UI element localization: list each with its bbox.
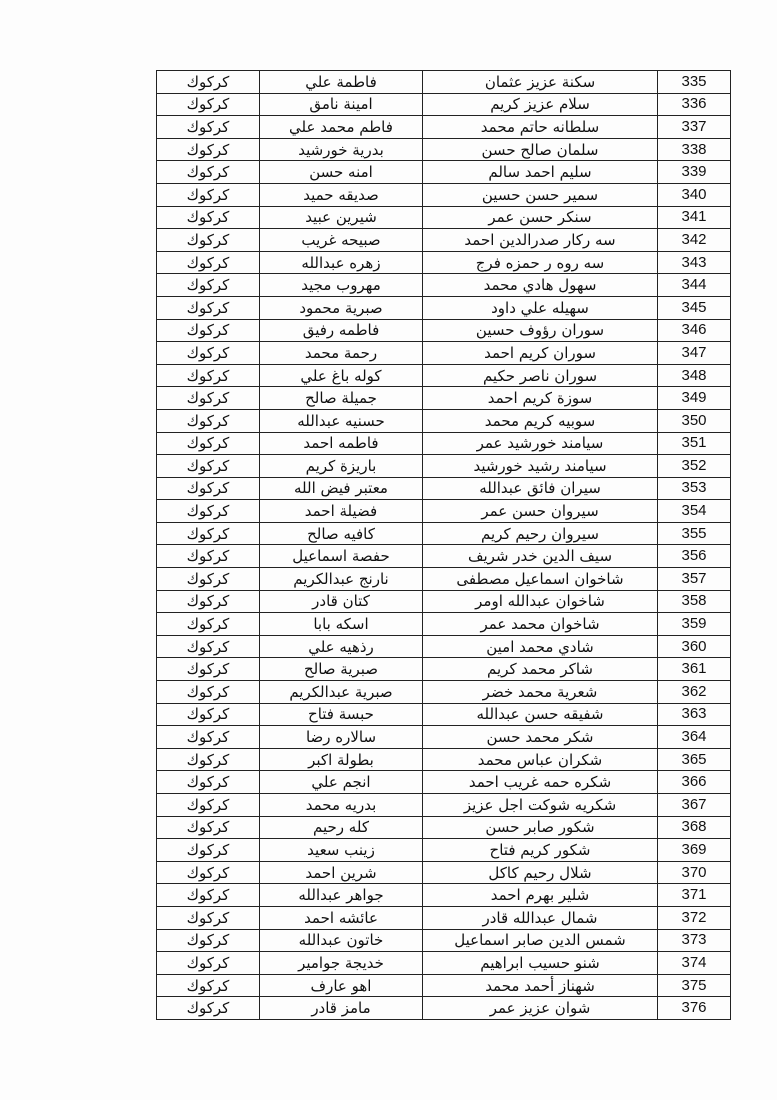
cell-city: كركوك	[157, 364, 260, 387]
cell-mother-name: بدريه محمد	[260, 794, 423, 817]
table-row	[157, 522, 731, 545]
cell-full-name: سهول هادي محمد	[423, 274, 658, 297]
cell-full-name: شكور صابر حسن	[423, 816, 658, 839]
cell-mother-name: رحمة محمد	[260, 342, 423, 365]
cell-city: كركوك	[157, 500, 260, 523]
cell-city: كركوك	[157, 71, 260, 94]
cell-city: كركوك	[157, 116, 260, 139]
cell-full-name: شلال رحيم كاكل	[423, 861, 658, 884]
cell-mother-name: زهره عبدالله	[260, 251, 423, 274]
cell-serial-number: 355	[658, 522, 731, 545]
cell-mother-name: سالاره رضا	[260, 726, 423, 749]
table-row	[157, 635, 731, 658]
table-row	[157, 839, 731, 862]
cell-serial-number: 359	[658, 613, 731, 636]
cell-mother-name: زينب سعيد	[260, 839, 423, 862]
table-row	[157, 116, 731, 139]
cell-mother-name: كتان قادر	[260, 590, 423, 613]
cell-city: كركوك	[157, 997, 260, 1020]
cell-mother-name: فاطمه احمد	[260, 432, 423, 455]
cell-full-name: شمال عبدالله قادر	[423, 906, 658, 929]
cell-mother-name: مامز قادر	[260, 997, 423, 1020]
cell-full-name: سليم احمد سالم	[423, 161, 658, 184]
table-row	[157, 590, 731, 613]
table-row	[157, 364, 731, 387]
cell-mother-name: فاطم محمد علي	[260, 116, 423, 139]
cell-mother-name: اهو عارف	[260, 974, 423, 997]
table-row	[157, 568, 731, 591]
cell-city: كركوك	[157, 274, 260, 297]
table-row	[157, 274, 731, 297]
table-row	[157, 997, 731, 1020]
cell-serial-number: 366	[658, 771, 731, 794]
cell-city: كركوك	[157, 884, 260, 907]
cell-serial-number: 360	[658, 635, 731, 658]
cell-mother-name: نارنج عبدالكريم	[260, 568, 423, 591]
cell-serial-number: 371	[658, 884, 731, 907]
cell-city: كركوك	[157, 929, 260, 952]
cell-city: كركوك	[157, 635, 260, 658]
cell-serial-number: 374	[658, 952, 731, 975]
table-row	[157, 455, 731, 478]
cell-serial-number: 338	[658, 138, 731, 161]
cell-mother-name: مهروب مجيد	[260, 274, 423, 297]
cell-mother-name: معتبر فيض الله	[260, 477, 423, 500]
table-row	[157, 545, 731, 568]
cell-city: كركوك	[157, 93, 260, 116]
table-row	[157, 296, 731, 319]
cell-full-name: سهيله علي داود	[423, 296, 658, 319]
cell-serial-number: 349	[658, 387, 731, 410]
cell-mother-name: شرين احمد	[260, 861, 423, 884]
cell-serial-number: 351	[658, 432, 731, 455]
cell-full-name: سيروان رحيم كريم	[423, 522, 658, 545]
cell-mother-name: خاتون عبدالله	[260, 929, 423, 952]
cell-mother-name: كوله باغ علي	[260, 364, 423, 387]
cell-city: كركوك	[157, 387, 260, 410]
roster-table	[156, 70, 731, 1020]
cell-full-name: سوران كريم احمد	[423, 342, 658, 365]
table-row	[157, 138, 731, 161]
cell-mother-name: فاطمة علي	[260, 71, 423, 94]
cell-mother-name: فاطمه رفيق	[260, 319, 423, 342]
cell-city: كركوك	[157, 952, 260, 975]
cell-full-name: شكر محمد حسن	[423, 726, 658, 749]
cell-serial-number: 343	[658, 251, 731, 274]
cell-serial-number: 341	[658, 206, 731, 229]
cell-full-name: سه روه ر حمزه فرج	[423, 251, 658, 274]
cell-serial-number: 363	[658, 703, 731, 726]
cell-mother-name: حسنيه عبدالله	[260, 409, 423, 432]
cell-city: كركوك	[157, 432, 260, 455]
table-row	[157, 500, 731, 523]
cell-full-name: سه ركار صدرالدين احمد	[423, 229, 658, 252]
cell-mother-name: رذهيه علي	[260, 635, 423, 658]
table-row	[157, 929, 731, 952]
cell-city: كركوك	[157, 748, 260, 771]
cell-full-name: سيروان حسن عمر	[423, 500, 658, 523]
cell-serial-number: 361	[658, 658, 731, 681]
cell-serial-number: 362	[658, 681, 731, 704]
cell-city: كركوك	[157, 342, 260, 365]
table-row	[157, 387, 731, 410]
cell-serial-number: 358	[658, 590, 731, 613]
cell-full-name: سلام عزيز كريم	[423, 93, 658, 116]
cell-serial-number: 375	[658, 974, 731, 997]
cell-full-name: شكور كريم فتاح	[423, 839, 658, 862]
table-row	[157, 183, 731, 206]
cell-serial-number: 350	[658, 409, 731, 432]
table-row	[157, 319, 731, 342]
cell-mother-name: باريزة كريم	[260, 455, 423, 478]
cell-serial-number: 339	[658, 161, 731, 184]
table-row	[157, 974, 731, 997]
cell-serial-number: 353	[658, 477, 731, 500]
cell-serial-number: 344	[658, 274, 731, 297]
cell-serial-number: 370	[658, 861, 731, 884]
cell-mother-name: حبسة فتاح	[260, 703, 423, 726]
cell-mother-name: عائشه احمد	[260, 906, 423, 929]
cell-city: كركوك	[157, 251, 260, 274]
cell-full-name: شاخوان محمد عمر	[423, 613, 658, 636]
cell-full-name: شادي محمد امين	[423, 635, 658, 658]
cell-full-name: سوبيه كريم محمد	[423, 409, 658, 432]
cell-mother-name: كافيه صالح	[260, 522, 423, 545]
cell-city: كركوك	[157, 229, 260, 252]
cell-full-name: شعرية محمد خضر	[423, 681, 658, 704]
cell-mother-name: صبرية محمود	[260, 296, 423, 319]
cell-city: كركوك	[157, 568, 260, 591]
cell-full-name: سوران رؤوف حسين	[423, 319, 658, 342]
cell-city: كركوك	[157, 590, 260, 613]
cell-mother-name: صديقه حميد	[260, 183, 423, 206]
cell-full-name: شلير بهرم احمد	[423, 884, 658, 907]
cell-serial-number: 340	[658, 183, 731, 206]
cell-mother-name: شيرين عبيد	[260, 206, 423, 229]
cell-full-name: شاخوان اسماعيل مصطفى	[423, 568, 658, 591]
cell-full-name: سيامند خورشيد عمر	[423, 432, 658, 455]
cell-serial-number: 373	[658, 929, 731, 952]
cell-serial-number: 357	[658, 568, 731, 591]
table-row	[157, 658, 731, 681]
cell-full-name: شهناز أحمد محمد	[423, 974, 658, 997]
cell-city: كركوك	[157, 206, 260, 229]
table-row	[157, 251, 731, 274]
cell-serial-number: 348	[658, 364, 731, 387]
cell-city: كركوك	[157, 861, 260, 884]
table-row	[157, 952, 731, 975]
cell-full-name: شاكر محمد كريم	[423, 658, 658, 681]
cell-city: كركوك	[157, 658, 260, 681]
cell-full-name: شكريه شوكت اجل عزيز	[423, 794, 658, 817]
table-row	[157, 771, 731, 794]
cell-serial-number: 352	[658, 455, 731, 478]
cell-city: كركوك	[157, 906, 260, 929]
cell-city: كركوك	[157, 477, 260, 500]
cell-full-name: سيامند رشيد خورشيد	[423, 455, 658, 478]
cell-full-name: سنكر حسن عمر	[423, 206, 658, 229]
cell-mother-name: خديجة جوامير	[260, 952, 423, 975]
cell-city: كركوك	[157, 545, 260, 568]
cell-serial-number: 369	[658, 839, 731, 862]
cell-serial-number: 347	[658, 342, 731, 365]
cell-city: كركوك	[157, 974, 260, 997]
cell-serial-number: 335	[658, 71, 731, 94]
cell-full-name: سوزة كريم احمد	[423, 387, 658, 410]
table-row	[157, 342, 731, 365]
cell-mother-name: امينة نامق	[260, 93, 423, 116]
cell-serial-number: 367	[658, 794, 731, 817]
cell-city: كركوك	[157, 839, 260, 862]
cell-city: كركوك	[157, 681, 260, 704]
table-row	[157, 409, 731, 432]
table-row	[157, 477, 731, 500]
cell-full-name: شوان عزيز عمر	[423, 997, 658, 1020]
cell-mother-name: بدرية خورشيد	[260, 138, 423, 161]
table-row	[157, 71, 731, 94]
cell-city: كركوك	[157, 138, 260, 161]
cell-city: كركوك	[157, 409, 260, 432]
table-row	[157, 93, 731, 116]
table-row	[157, 861, 731, 884]
cell-city: كركوك	[157, 319, 260, 342]
cell-city: كركوك	[157, 726, 260, 749]
table-row	[157, 906, 731, 929]
table-row	[157, 884, 731, 907]
cell-mother-name: حفصة اسماعيل	[260, 545, 423, 568]
cell-mother-name: صبيحه غريب	[260, 229, 423, 252]
cell-mother-name: انجم علي	[260, 771, 423, 794]
cell-city: كركوك	[157, 161, 260, 184]
table-row	[157, 681, 731, 704]
roster-table-body	[157, 71, 731, 1020]
cell-full-name: شنو حسيب ابراهيم	[423, 952, 658, 975]
cell-city: كركوك	[157, 703, 260, 726]
table-row	[157, 794, 731, 817]
cell-full-name: سوران ناصر حكيم	[423, 364, 658, 387]
cell-full-name: سلمان صالح حسن	[423, 138, 658, 161]
cell-full-name: شفيقه حسن عبدالله	[423, 703, 658, 726]
table-row	[157, 229, 731, 252]
cell-serial-number: 365	[658, 748, 731, 771]
cell-city: كركوك	[157, 455, 260, 478]
cell-city: كركوك	[157, 183, 260, 206]
cell-full-name: شمس الدين صابر اسماعيل	[423, 929, 658, 952]
cell-serial-number: 372	[658, 906, 731, 929]
cell-full-name: سلطانه حاتم محمد	[423, 116, 658, 139]
cell-mother-name: اسكه بابا	[260, 613, 423, 636]
cell-serial-number: 337	[658, 116, 731, 139]
cell-serial-number: 376	[658, 997, 731, 1020]
table-row	[157, 703, 731, 726]
cell-full-name: شكران عباس محمد	[423, 748, 658, 771]
cell-mother-name: جميلة صالح	[260, 387, 423, 410]
cell-full-name: سمير حسن حسين	[423, 183, 658, 206]
cell-city: كركوك	[157, 771, 260, 794]
table-row	[157, 161, 731, 184]
cell-full-name: سكنة عزيز عثمان	[423, 71, 658, 94]
table-row	[157, 432, 731, 455]
table-row	[157, 748, 731, 771]
cell-full-name: سيف الدين خدر شريف	[423, 545, 658, 568]
cell-full-name: شاخوان عبدالله اومر	[423, 590, 658, 613]
cell-serial-number: 368	[658, 816, 731, 839]
cell-mother-name: جواهر عبدالله	[260, 884, 423, 907]
cell-serial-number: 345	[658, 296, 731, 319]
table-row	[157, 206, 731, 229]
cell-mother-name: فضيلة احمد	[260, 500, 423, 523]
cell-mother-name: صبرية عبدالكريم	[260, 681, 423, 704]
cell-city: كركوك	[157, 522, 260, 545]
cell-serial-number: 364	[658, 726, 731, 749]
cell-city: كركوك	[157, 794, 260, 817]
cell-mother-name: امنه حسن	[260, 161, 423, 184]
cell-city: كركوك	[157, 816, 260, 839]
cell-full-name: سيران فائق عبدالله	[423, 477, 658, 500]
cell-mother-name: بطولة اكبر	[260, 748, 423, 771]
table-row	[157, 726, 731, 749]
cell-serial-number: 346	[658, 319, 731, 342]
table-row	[157, 613, 731, 636]
cell-serial-number: 342	[658, 229, 731, 252]
cell-full-name: شكره حمه غريب احمد	[423, 771, 658, 794]
cell-mother-name: صبرية صالح	[260, 658, 423, 681]
cell-city: كركوك	[157, 613, 260, 636]
table-row	[157, 816, 731, 839]
cell-city: كركوك	[157, 296, 260, 319]
cell-serial-number: 356	[658, 545, 731, 568]
cell-serial-number: 354	[658, 500, 731, 523]
cell-mother-name: كله رحيم	[260, 816, 423, 839]
cell-serial-number: 336	[658, 93, 731, 116]
